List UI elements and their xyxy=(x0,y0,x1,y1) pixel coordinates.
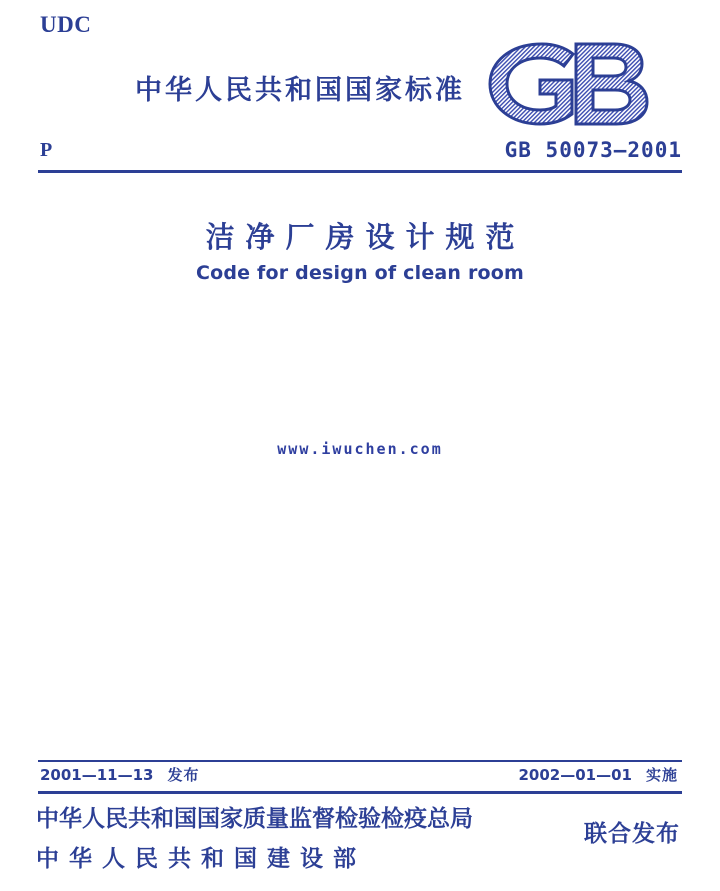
divider-bottom-lower xyxy=(38,791,682,794)
effective-date-label: 实施 xyxy=(645,766,678,784)
document-title-en: Code for design of clean room xyxy=(195,262,525,284)
watermark-text: www.iwuchen.com xyxy=(277,440,443,458)
issuer-secondary: 中华人民共和国建设部 xyxy=(36,846,366,872)
issuer-primary: 中华人民共和国国家质量监督检验检疫总局 xyxy=(36,806,473,832)
document-title-cn: 洁净厂房设计规范 xyxy=(205,220,526,254)
issuer-block xyxy=(36,800,536,873)
issue-date-value: 2001—11—13 xyxy=(40,766,154,784)
effective-date-block xyxy=(518,764,678,785)
udc-label: UDC xyxy=(40,12,92,37)
gb-emblem-icon xyxy=(480,36,660,132)
issue-date-block xyxy=(40,764,200,785)
divider-bottom-upper xyxy=(38,760,682,762)
joint-issue-label: 联合发布 xyxy=(584,821,680,847)
divider-top xyxy=(38,170,682,173)
classification-mark: P xyxy=(40,139,53,161)
issue-date-label: 发布 xyxy=(167,766,200,784)
standard-code: GB 50073—2001 xyxy=(504,138,682,162)
national-standard-heading: 中华人民共和国国家标准 xyxy=(135,75,465,106)
effective-date-value: 2002—01—01 xyxy=(518,766,632,784)
